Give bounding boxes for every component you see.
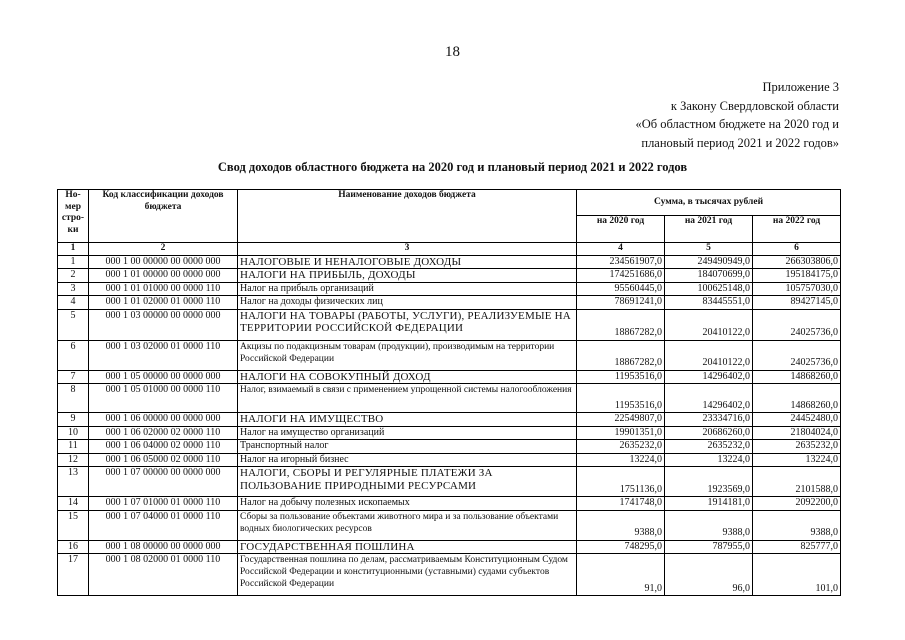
- row-value-2022: 13224,0: [753, 453, 841, 467]
- row-name: Сборы за пользование объектами животного мира и за пользование объектами водных биологических ресурсов: [238, 510, 577, 540]
- document-title: Свод доходов областного бюджета на 2020 год и плановый период 2021 и 2022 годов: [217, 160, 688, 174]
- row-number: 3: [58, 282, 89, 296]
- column-index: 5: [665, 243, 753, 256]
- row-number: 11: [58, 440, 89, 454]
- column-index: 1: [58, 243, 89, 256]
- row-value-2020: 18867282,0: [577, 340, 665, 370]
- row-value-2020: 13224,0: [577, 453, 665, 467]
- row-value-2020: 1741748,0: [577, 497, 665, 511]
- column-index: 4: [577, 243, 665, 256]
- row-code: 000 1 07 01000 01 0000 110: [89, 497, 238, 511]
- appendix-line-3: «Об областном бюджете на 2020 год и: [635, 117, 839, 131]
- row-value-2021: 1914181,0: [665, 497, 753, 511]
- table-row: [58, 309, 841, 340]
- header-year-2020: на 2020 год: [577, 216, 665, 243]
- row-name: Налог, взимаемый в связи с применением упрощенной системы налогообложения: [238, 384, 577, 413]
- row-value-2021: 20410122,0: [665, 340, 753, 370]
- table-row: [58, 340, 841, 370]
- row-value-2022: 105757030,0: [753, 282, 841, 296]
- row-name: Налог на прибыль организаций: [238, 282, 577, 296]
- row-code: 000 1 08 00000 00 0000 000: [89, 540, 238, 554]
- row-name: ГОСУДАРСТВЕННАЯ ПОШЛИНА: [238, 540, 577, 554]
- row-value-2021: 100625148,0: [665, 282, 753, 296]
- row-number: 12: [58, 453, 89, 467]
- row-name: Акцизы по подакцизным товарам (продукции), производимым на территории Российской Федерации: [238, 340, 577, 370]
- row-number: 5: [58, 309, 89, 340]
- row-value-2022: 24025736,0: [753, 340, 841, 370]
- row-number: 8: [58, 384, 89, 413]
- table-row: [58, 370, 841, 384]
- header-row-number: Но-мер стро-ки: [58, 190, 89, 243]
- row-code: 000 1 01 01000 00 0000 110: [89, 282, 238, 296]
- table-row: [58, 296, 841, 310]
- table-row: [58, 255, 841, 269]
- row-name: Налог на игорный бизнес: [238, 453, 577, 467]
- row-name: НАЛОГИ НА ПРИБЫЛЬ, ДОХОДЫ: [238, 269, 577, 283]
- row-number: 4: [58, 296, 89, 310]
- table-row: [58, 554, 841, 596]
- row-value-2021: 13224,0: [665, 453, 753, 467]
- row-value-2020: 18867282,0: [577, 309, 665, 340]
- row-value-2020: 1751136,0: [577, 467, 665, 497]
- row-name: НАЛОГИ НА ИМУЩЕСТВО: [238, 413, 577, 427]
- header-year-2021: на 2021 год: [665, 216, 753, 243]
- row-name: НАЛОГОВЫЕ И НЕНАЛОГОВЫЕ ДОХОДЫ: [238, 255, 577, 269]
- row-value-2020: 95560445,0: [577, 282, 665, 296]
- column-index: 3: [238, 243, 577, 256]
- row-number: 16: [58, 540, 89, 554]
- row-name: Налог на имущество организаций: [238, 426, 577, 440]
- row-code: 000 1 05 01000 00 0000 110: [89, 384, 238, 413]
- header-name: Наименование доходов бюджета: [238, 190, 577, 243]
- row-value-2020: 19901351,0: [577, 426, 665, 440]
- row-value-2022: 9388,0: [753, 510, 841, 540]
- row-number: 17: [58, 554, 89, 596]
- row-value-2021: 20686260,0: [665, 426, 753, 440]
- header-sum: Сумма, в тысячах рублей: [577, 190, 841, 216]
- row-code: 000 1 06 02000 02 0000 110: [89, 426, 238, 440]
- row-code: 000 1 06 04000 02 0000 110: [89, 440, 238, 454]
- appendix-line-1: Приложение 3: [762, 80, 839, 94]
- row-number: 6: [58, 340, 89, 370]
- row-value-2021: 787955,0: [665, 540, 753, 554]
- row-code: 000 1 00 00000 00 0000 000: [89, 255, 238, 269]
- row-value-2021: 83445551,0: [665, 296, 753, 310]
- appendix-line-4: плановый период 2021 и 2022 годов»: [641, 135, 839, 150]
- row-value-2022: 195184175,0: [753, 269, 841, 283]
- revenue-table: [57, 189, 841, 596]
- row-value-2022: 21804024,0: [753, 426, 841, 440]
- column-index: 2: [89, 243, 238, 256]
- row-code: 000 1 05 00000 00 0000 000: [89, 370, 238, 384]
- row-code: 000 1 01 02000 01 0000 110: [89, 296, 238, 310]
- table-row: [58, 282, 841, 296]
- table-row: [58, 497, 841, 511]
- row-value-2022: 2092200,0: [753, 497, 841, 511]
- header-year-2022: на 2022 год: [753, 216, 841, 243]
- row-number: 13: [58, 467, 89, 497]
- row-code: 000 1 08 02000 01 0000 110: [89, 554, 238, 596]
- table-row: [58, 453, 841, 467]
- table-row: [58, 413, 841, 427]
- row-name: Налог на добычу полезных ископаемых: [238, 497, 577, 511]
- row-value-2021: 184070699,0: [665, 269, 753, 283]
- row-value-2022: 14868260,0: [753, 370, 841, 384]
- row-value-2022: 101,0: [753, 554, 841, 596]
- row-value-2022: 825777,0: [753, 540, 841, 554]
- table-row: [58, 467, 841, 497]
- row-value-2021: 9388,0: [665, 510, 753, 540]
- row-value-2021: 1923569,0: [665, 467, 753, 497]
- row-name: Транспортный налог: [238, 440, 577, 454]
- row-value-2021: 23334716,0: [665, 413, 753, 427]
- row-value-2021: 14296402,0: [665, 384, 753, 413]
- row-name: Налог на доходы физических лиц: [238, 296, 577, 310]
- row-code: 000 1 03 00000 00 0000 000: [89, 309, 238, 340]
- table-row: [58, 269, 841, 283]
- row-number: 7: [58, 370, 89, 384]
- column-index: 6: [753, 243, 841, 256]
- table-row: [58, 384, 841, 413]
- row-code: 000 1 03 02000 01 0000 110: [89, 340, 238, 370]
- row-value-2020: 174251686,0: [577, 269, 665, 283]
- row-code: 000 1 07 04000 01 0000 110: [89, 510, 238, 540]
- table-row: [58, 510, 841, 540]
- row-name: Государственная пошлина по делам, рассматриваемым Конституционным Судом Российской Федерации и конституционными (уставными) судами субъектов Российской Федерации: [238, 554, 577, 596]
- row-number: 1: [58, 255, 89, 269]
- row-value-2020: 22549807,0: [577, 413, 665, 427]
- row-number: 2: [58, 269, 89, 283]
- page-number: 18: [445, 44, 460, 60]
- row-value-2021: 20410122,0: [665, 309, 753, 340]
- row-name: НАЛОГИ НА ТОВАРЫ (РАБОТЫ, УСЛУГИ), РЕАЛИЗУЕМЫЕ НА ТЕРРИТОРИИ РОССИЙСКОЙ ФЕДЕРАЦИИ: [238, 309, 577, 340]
- row-number: 15: [58, 510, 89, 540]
- row-value-2022: 2101588,0: [753, 467, 841, 497]
- appendix-note: [635, 78, 839, 152]
- row-value-2020: 9388,0: [577, 510, 665, 540]
- row-number: 10: [58, 426, 89, 440]
- row-value-2020: 11953516,0: [577, 384, 665, 413]
- row-name: НАЛОГИ, СБОРЫ И РЕГУЛЯРНЫЕ ПЛАТЕЖИ ЗА ПОЛЬЗОВАНИЕ ПРИРОДНЫМИ РЕСУРСАМИ: [238, 467, 577, 497]
- row-value-2022: 14868260,0: [753, 384, 841, 413]
- row-code: 000 1 06 00000 00 0000 000: [89, 413, 238, 427]
- row-name: НАЛОГИ НА СОВОКУПНЫЙ ДОХОД: [238, 370, 577, 384]
- row-value-2021: 14296402,0: [665, 370, 753, 384]
- row-value-2020: 91,0: [577, 554, 665, 596]
- table-row: [58, 426, 841, 440]
- row-code: 000 1 01 00000 00 0000 000: [89, 269, 238, 283]
- row-value-2021: 96,0: [665, 554, 753, 596]
- row-value-2020: 78691241,0: [577, 296, 665, 310]
- row-number: 9: [58, 413, 89, 427]
- table-row: [58, 440, 841, 454]
- row-code: 000 1 06 05000 02 0000 110: [89, 453, 238, 467]
- row-value-2022: 24025736,0: [753, 309, 841, 340]
- row-value-2022: 266303806,0: [753, 255, 841, 269]
- row-number: 14: [58, 497, 89, 511]
- row-value-2022: 2635232,0: [753, 440, 841, 454]
- row-value-2020: 234561907,0: [577, 255, 665, 269]
- table-row: [58, 540, 841, 554]
- row-code: 000 1 07 00000 00 0000 000: [89, 467, 238, 497]
- row-value-2020: 748295,0: [577, 540, 665, 554]
- header-code: Код классификации доходов бюджета: [89, 190, 238, 243]
- row-value-2022: 89427145,0: [753, 296, 841, 310]
- appendix-line-2: к Закону Свердловской области: [670, 98, 839, 113]
- row-value-2020: 11953516,0: [577, 370, 665, 384]
- row-value-2022: 24452480,0: [753, 413, 841, 427]
- row-value-2021: 249490949,0: [665, 255, 753, 269]
- row-value-2020: 2635232,0: [577, 440, 665, 454]
- row-value-2021: 2635232,0: [665, 440, 753, 454]
